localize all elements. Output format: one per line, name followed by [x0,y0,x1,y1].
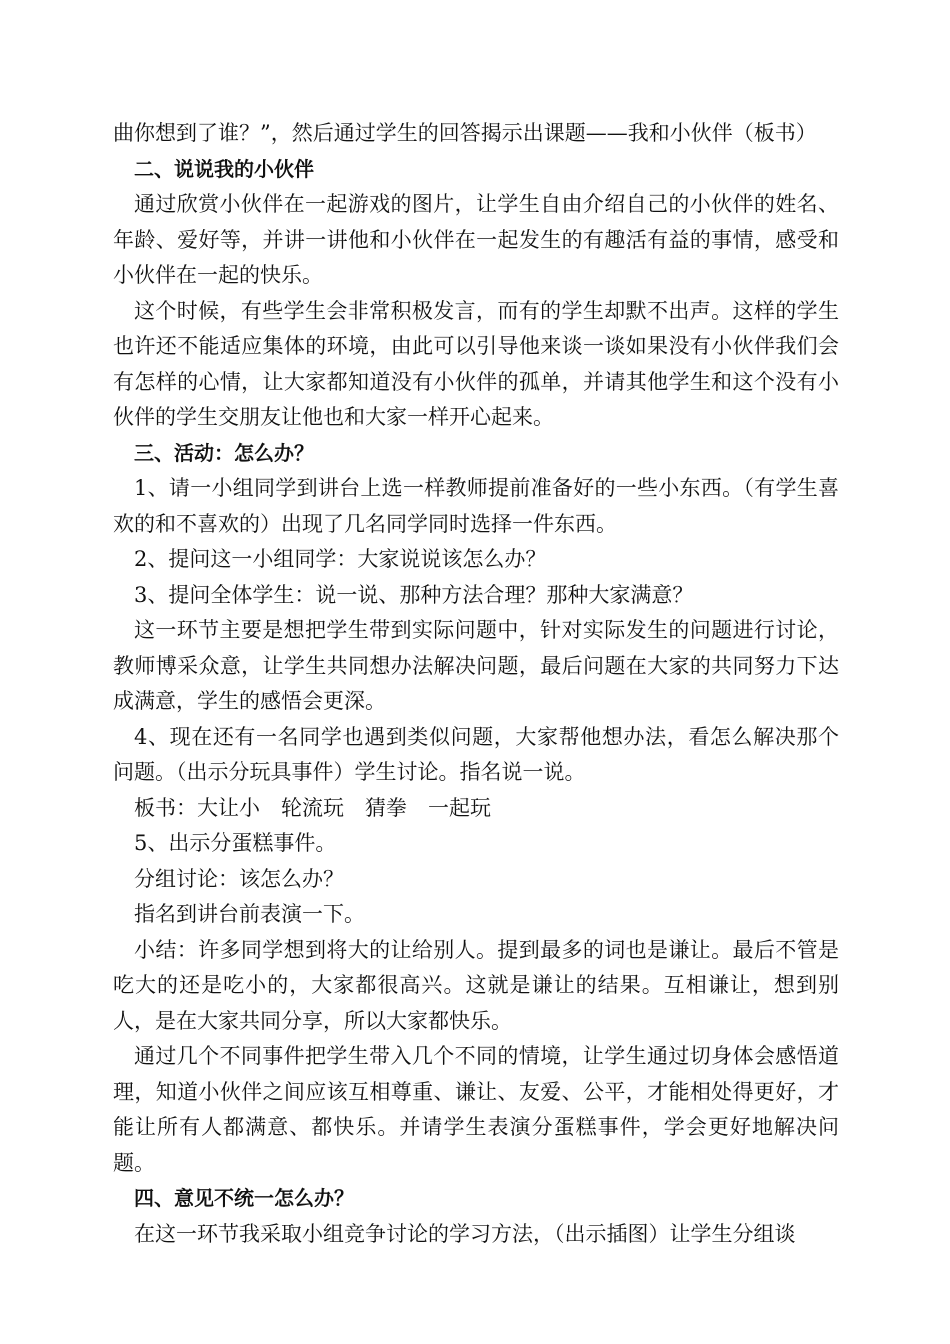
paragraph-intro-continuation: 曲你想到了谁？”，然后通过学生的回答揭示出课题——我和小伙伴（板书） [113,121,817,145]
paragraph: 3、提问全体学生：说一说、那种方法合理？那种大家满意？ [134,582,694,607]
paragraph: 这一环节主要是想把学生带到实际问题中，针对实际发生的问题进行讨论，教师博采众意，让学生共同想办法解决问题，最后问题在大家的共同努力下达成满意，学生的感悟会更深。 [113,618,839,713]
paragraph: 2、提问这一小组同学：大家说说该怎么办？ [134,547,547,571]
paragraph: 通过几个不同事件把学生带入几个不同的情境，让学生通过切身体会感悟道理，知道小伙伴之间应该互相尊重、谦让、友爱、公平，才能相处得更好，才能让所有人都满意、都快乐。并请学生表演分蛋糕事件，学会更好地解决问题。 [113,1044,839,1175]
paragraph: 在这一环节我采取小组竞争讨论的学习方法，（出示插图）让学生分组谈 [134,1221,796,1246]
paragraph: 通过欣赏小伙伴在一起游戏的图片，让学生自由介绍自己的小伙伴的姓名、年龄、爱好等，并讲一讲他和小伙伴在一起发生的有趣活有益的事情，感受和小伙伴在一起的快乐。 [113,192,839,287]
paragraph: 指名到讲台前表演一下。 [134,902,365,926]
section-heading-2: 二、说说我的小伙伴 [134,156,314,181]
paragraph-summary: 小结：许多同学想到将大的让给别人。提到最多的词也是谦让。最后不管是吃大的还是吃小的，大家都很高兴。这就是谦让的结果。互相谦让，想到别人，是在大家共同分享，所以大家都快乐。 [113,937,839,1033]
paragraph: 这个时候，有些学生会非常积极发言，而有的学生却默不出声。这样的学生也许还不能适应集体的环境，由此可以引导他来谈一谈如果没有小伙伴我们会有怎样的心情，让大家都知道没有小伙伴的孤单，并请其他学生和这个没有小伙伴的学生交朋友让他也和大家一样开心起来。 [113,298,839,429]
document-page [113,116,839,1252]
paragraph: 5、出示分蛋糕事件。 [134,831,337,855]
paragraph: 1、请一小组同学到讲台上选一样教师提前准备好的一些小东西。（有学生喜欢的和不喜欢的）出现了几名同学同时选择一件东西。 [113,476,839,536]
paragraph: 4、现在还有一名同学也遇到类似问题，大家帮他想办法，看怎么解决那个问题。（出示分玩具事件）学生讨论。指名说一说。 [113,724,839,784]
section-heading-3: 三、活动：怎么办？ [134,440,314,465]
section-heading-4: 四、意见不统一怎么办？ [134,1186,354,1210]
board-notes: 板书：大让小 轮流玩 猜拳 一起玩 [134,795,491,820]
paragraph: 分组讨论：该怎么办？ [134,866,344,891]
